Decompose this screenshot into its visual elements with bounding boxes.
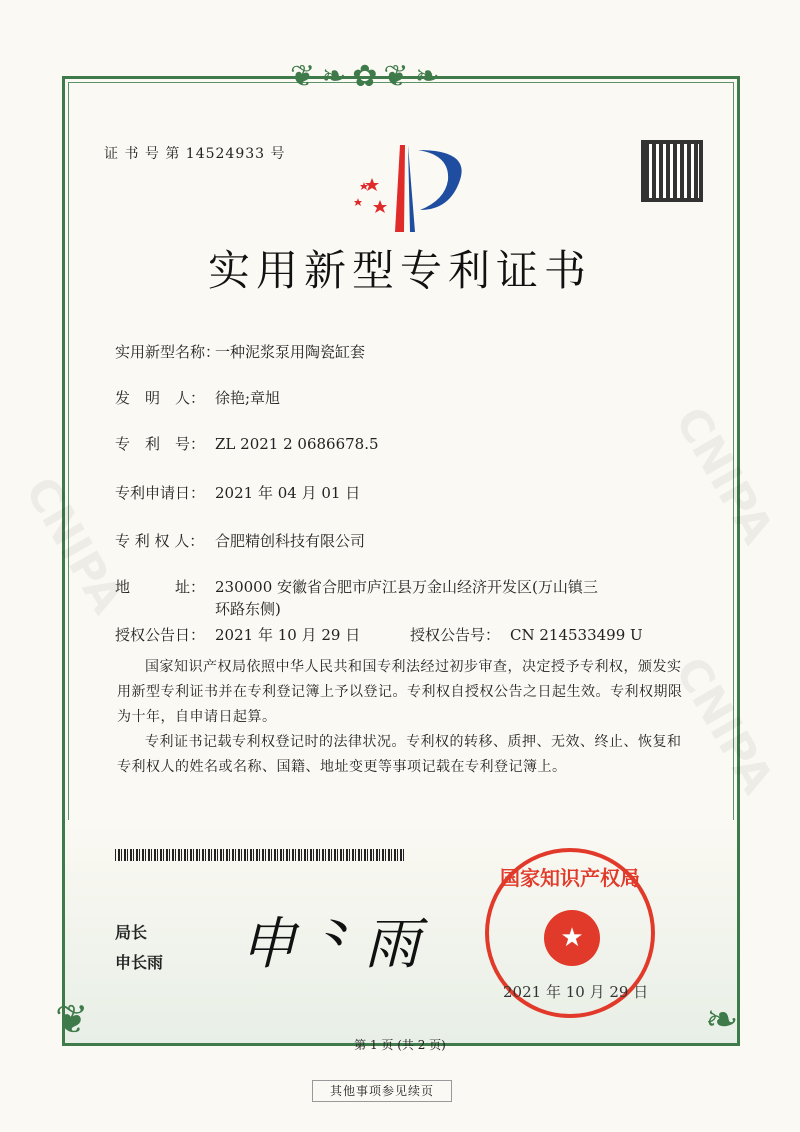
certificate-title: 实用新型专利证书 (207, 246, 592, 295)
field-label: 专利申请日： (115, 484, 206, 502)
field-label: 专 利 号： (115, 435, 206, 453)
seal-text: 国家知识产权局 (500, 866, 640, 890)
logo-star (373, 200, 387, 213)
top-ornament-icon: ❦❧✿❦❧ (290, 59, 446, 94)
watermark: CNIPA (664, 648, 783, 803)
certificate-number: 证 书 号 第 14524933 号 (104, 146, 286, 162)
seal-date: 2021 年 10 月 29 日 (503, 983, 649, 1001)
field-value: 徐艳;章旭 (215, 389, 281, 407)
continued-note: 其他事项参见续页 (312, 1080, 452, 1102)
national-emblem-icon: ★ (544, 910, 600, 966)
watermark: CNIPA (664, 398, 783, 553)
cnipa-logo (340, 140, 470, 235)
logo-blue-p (408, 145, 462, 232)
field-label: 地 址： (115, 578, 206, 596)
qr-code (641, 140, 703, 202)
field-value: 2021 年 10 月 29 日 (215, 626, 361, 644)
director-name: 申长雨 (115, 953, 164, 972)
field-patent-no (115, 433, 615, 455)
corner-ornament-icon: ❦ (55, 997, 89, 1043)
page-number: 第 1 页 (共 2 页) (354, 1038, 446, 1052)
field-grant-date (115, 624, 710, 646)
logo-star (354, 198, 362, 206)
director-title: 局长 (115, 923, 148, 942)
field-address (115, 576, 610, 620)
logo-red-bar (395, 145, 405, 232)
corner-ornament-icon: ❧ (705, 997, 739, 1043)
field-value: ZL 2021 2 0686678.5 (215, 435, 379, 453)
field-inventor (115, 387, 615, 409)
logo-star (365, 178, 379, 191)
paragraph-legal: 专利证书记载专利权登记时的法律状况。专利权的转移、质押、无效、终止、恢复和专利权人的姓名或名称、国籍、地址变更等事项记载在专利登记簿上。 (117, 734, 682, 775)
field-value: 合肥精创科技有限公司 (215, 532, 366, 550)
signature: 申⺀雨 (240, 912, 426, 977)
field-label: 授权公告日： (115, 626, 206, 644)
field-application-date (115, 482, 615, 504)
field-name (115, 341, 615, 363)
field-value: CN 214533499 U (510, 626, 643, 644)
field-value: 一种泥浆泵用陶瓷缸套 (215, 343, 366, 361)
barcode (115, 849, 405, 861)
paragraph-grant: 国家知识产权局依照中华人民共和国专利法经过初步审查，决定授予专利权，颁发实用新型专利证书并在专利登记簿上予以登记。专利权自授权公告之日起生效。专利权期限为十年，自申请日起算。 (117, 659, 683, 725)
field-value: 230000 安徽省合肥市庐江县万金山经济开发区(万山镇三环路东侧) (215, 578, 598, 618)
field-label: 授权公告号： (410, 626, 501, 644)
field-label: 专 利 权 人： (115, 532, 205, 550)
field-value: 2021 年 04 月 01 日 (215, 484, 361, 502)
field-label: 发 明 人： (115, 389, 206, 407)
watermark: CNIPA (14, 468, 133, 623)
field-label: 实用新型名称： (115, 343, 221, 361)
paragraphs (117, 655, 692, 780)
field-patentee (115, 530, 615, 552)
